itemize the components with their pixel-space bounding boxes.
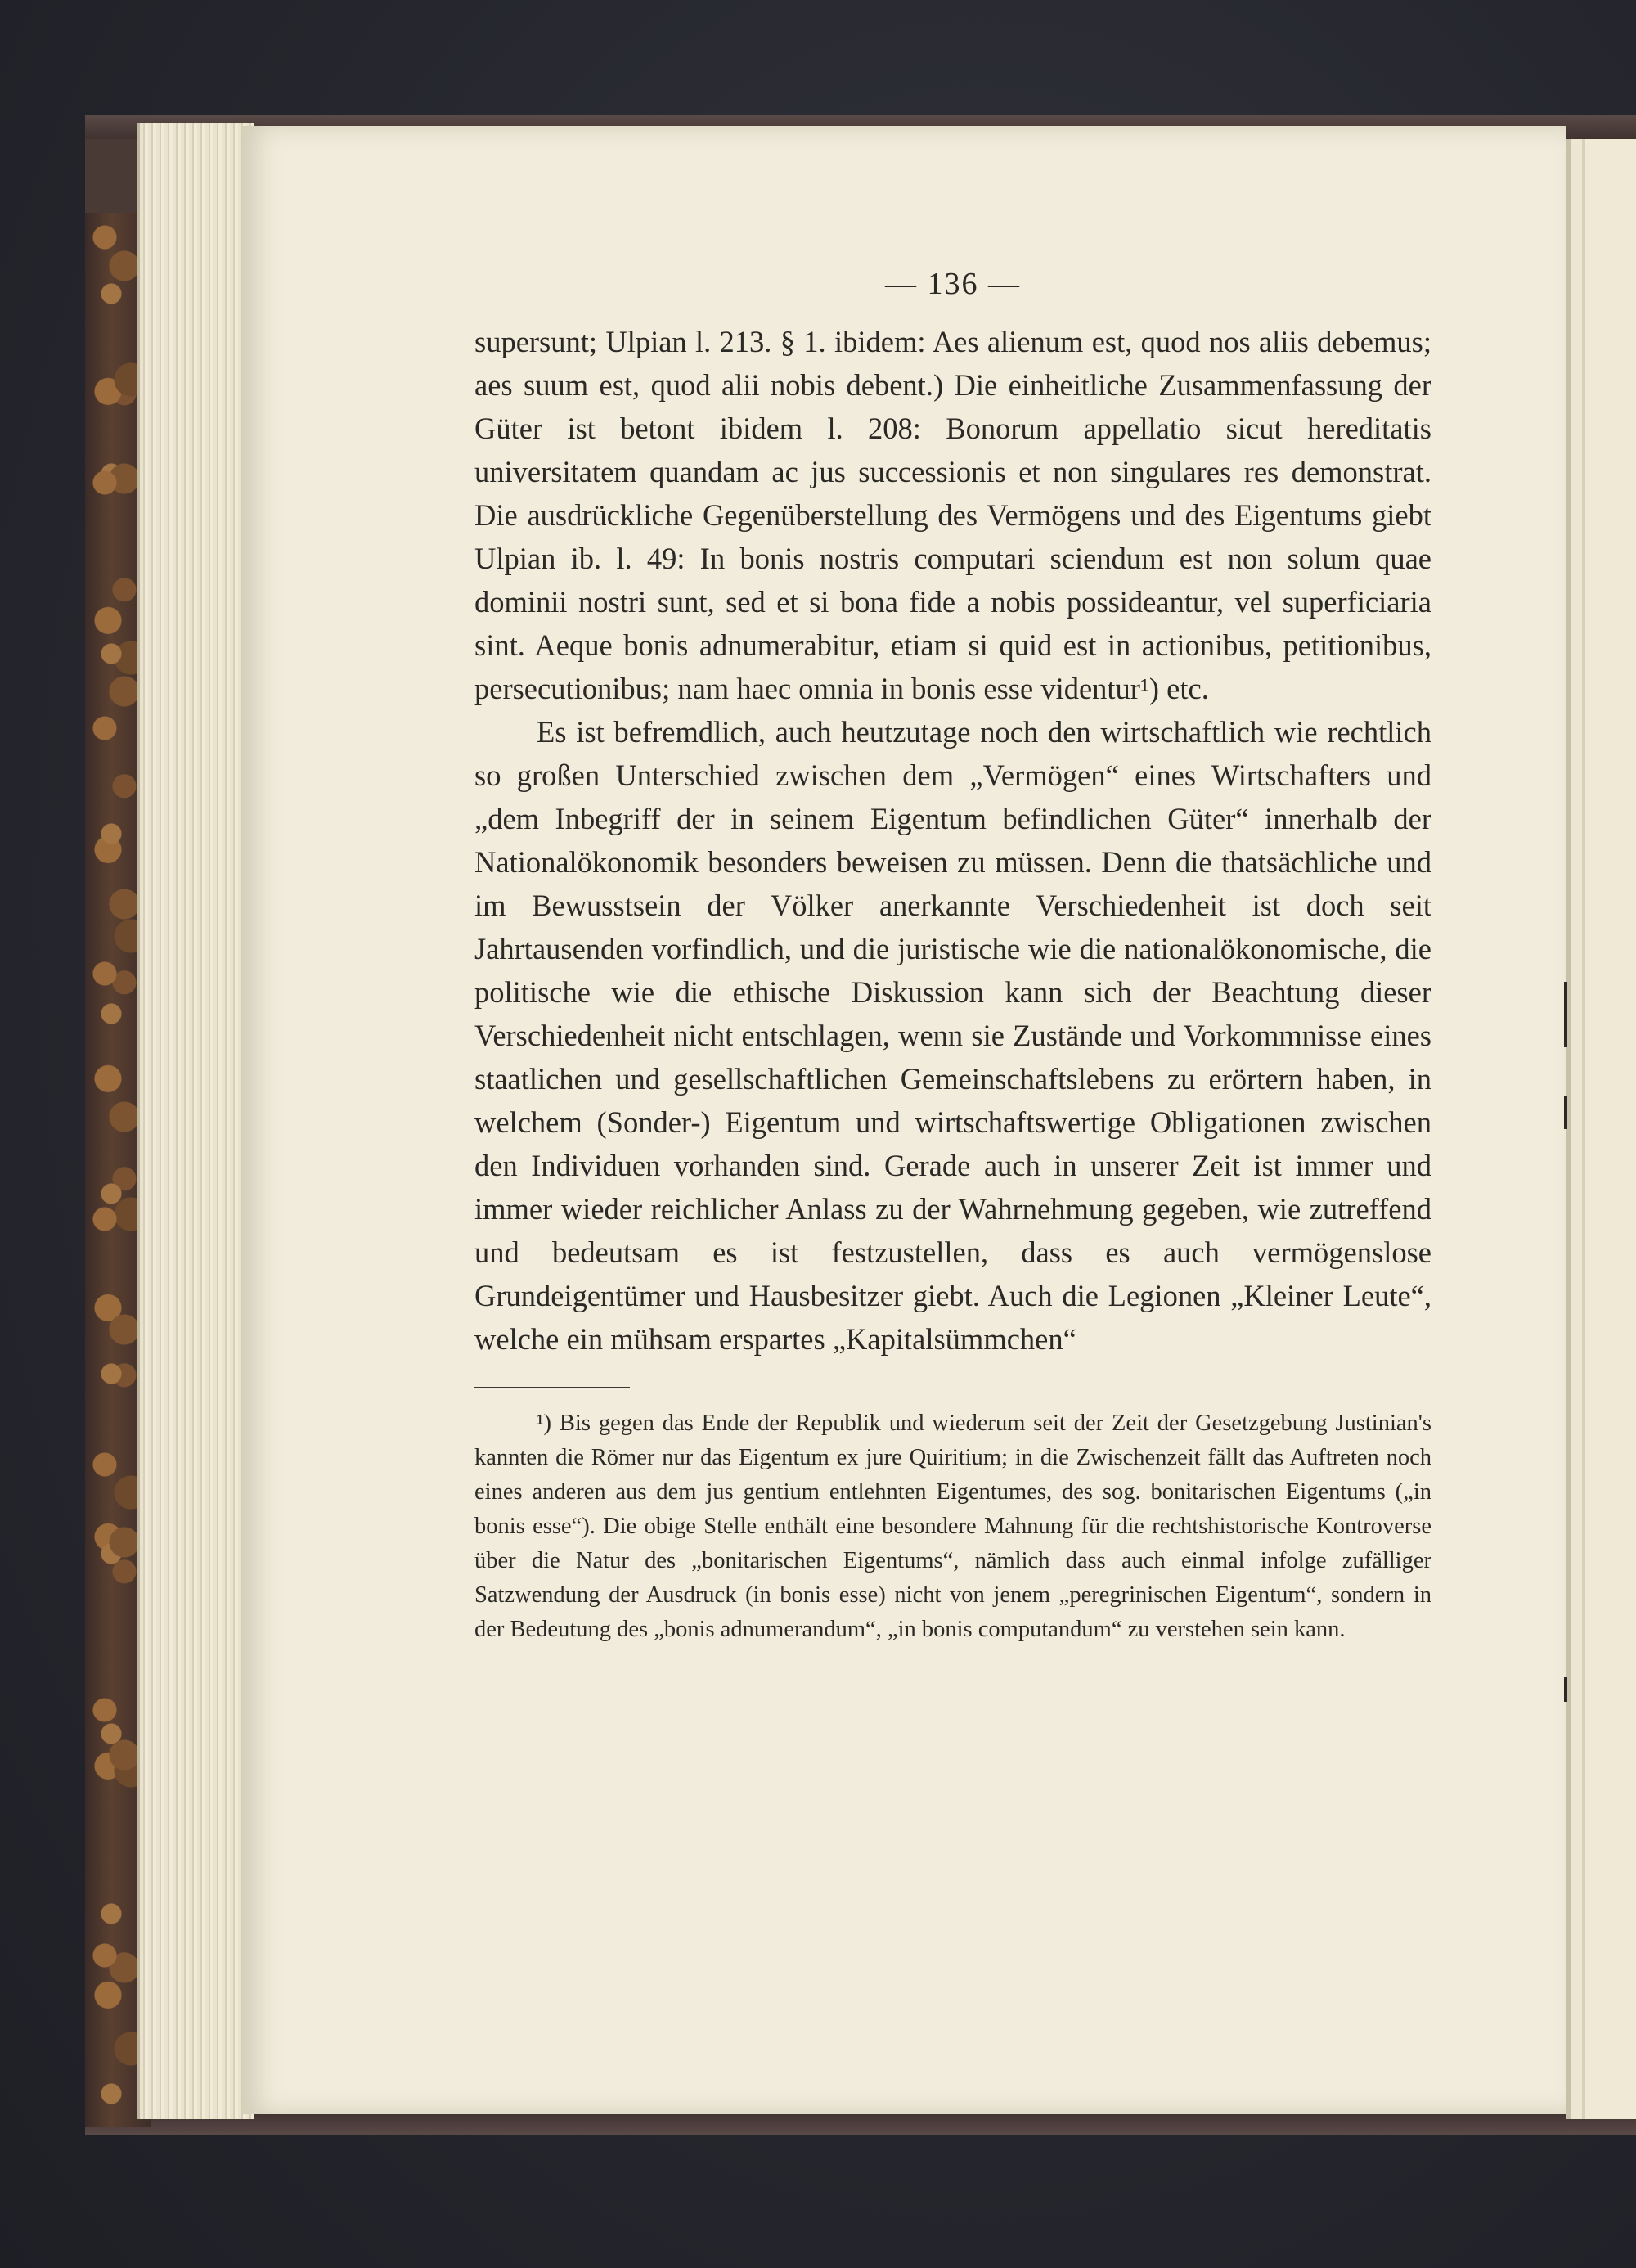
edge-mark [1564, 1096, 1567, 1129]
body-text [474, 320, 1432, 1361]
page-content [474, 266, 1432, 1647]
page-number: — 136 — [885, 267, 1021, 301]
footnote-divider [474, 1387, 630, 1388]
paragraph: Es ist befremdlich, auch heutzutage noch den wirtschaftlich wie rechtlich so großen Unterschied zwischen dem „Vermögen“ eines Wirtschafters und „dem Inbegriff der in seinem Eigentum befindlichen Güter“ innerhalb der Nationalökonomik besonders beweisen zu müssen. Denn die thatsächliche und im Bewusstsein der Völker anerkannte Verschiedenheit ist doch seit Jahrtausenden vorfindlich, und die juristische wie die nationalökonomische, die politische wie die ethische Diskussion kann sich der Beachtung dieser Verschiedenheit nicht entschlagen, wenn sie Zustände und Vorkommnisse eines staatlichen und gesellschaftlichen Gemeinschaftslebens zu erörtern haben, in welchem (Sonder-) Eigentum und wirtschaftswertige Obligationen zwischen den Individuen vorhanden sind. Gerade auch in unserer Zeit ist immer und immer wieder reichlicher Anlass zu der Wahrnehmung gegeben, wie zutreffend und bedeutsam es ist festzustellen, dass es auch vermögenslose Grundeigentümer und Hausbesitzer giebt. Auch die Legionen „Kleiner Leute“, welche ein mühsam erspartes „Kapitalsümmchen“ [474, 715, 1432, 1356]
edge-mark [1564, 1677, 1567, 1702]
paragraph: supersunt; Ulpian l. 213. § 1. ibidem: Aes alienum est, quod nos aliis debemus; aes suum est, quod alii nobis debent.) Die einheitliche Zusammenfassung der Güter ist betont ibidem l. 208: Bonorum appellatio sicut hereditatis universitatem quandam ac jus successionis et non singulares res demonstrat. Die ausdrückliche Gegenüberstellung des Vermögens und des Eigentums giebt Ulpian ib. l. 49: In bonis nostris computari sciendum est non solum quae dominii nostri sunt, sed et si bona fide a nobis possideantur, vel superficiaria sint. Aeque bonis adnumerabitur, etiam si quid est in actionibus, petitionibus, persecutionibus; nam haec omnia in bonis esse videntur¹) etc. [474, 325, 1432, 705]
page-stack-edges [137, 123, 254, 2119]
edge-mark [1564, 982, 1567, 1047]
facing-page-edge [1566, 139, 1636, 2119]
footnote: ¹) Bis gegen das Ende der Republik und wiederum seit der Zeit der Gesetzgebung Justinian's kannten die Römer nur das Eigentum ex jure Quiritium; in die Zwischenzeit fällt das Auftreten noch eines anderen aus dem jus gentium entlehnten Eigentumes, des sog. bonitarischen Eigentums („in bonis esse“). Die obige Stelle enthält eine besondere Mahnung für die rechtshistorische Kontroverse über die Natur des „bonitarischen Eigentums“, nämlich dass auch einmal infolge zufälliger Satzwendung der Ausdruck (in bonis esse) nicht von jenem „peregrinischen Eigentum“, sondern in der Bedeutung des „bonis adnumerandum“, „in bonis computandum“ zu verstehen sein kann. [474, 1411, 1432, 1642]
book-cover-bottom-edge [85, 2111, 1636, 2135]
